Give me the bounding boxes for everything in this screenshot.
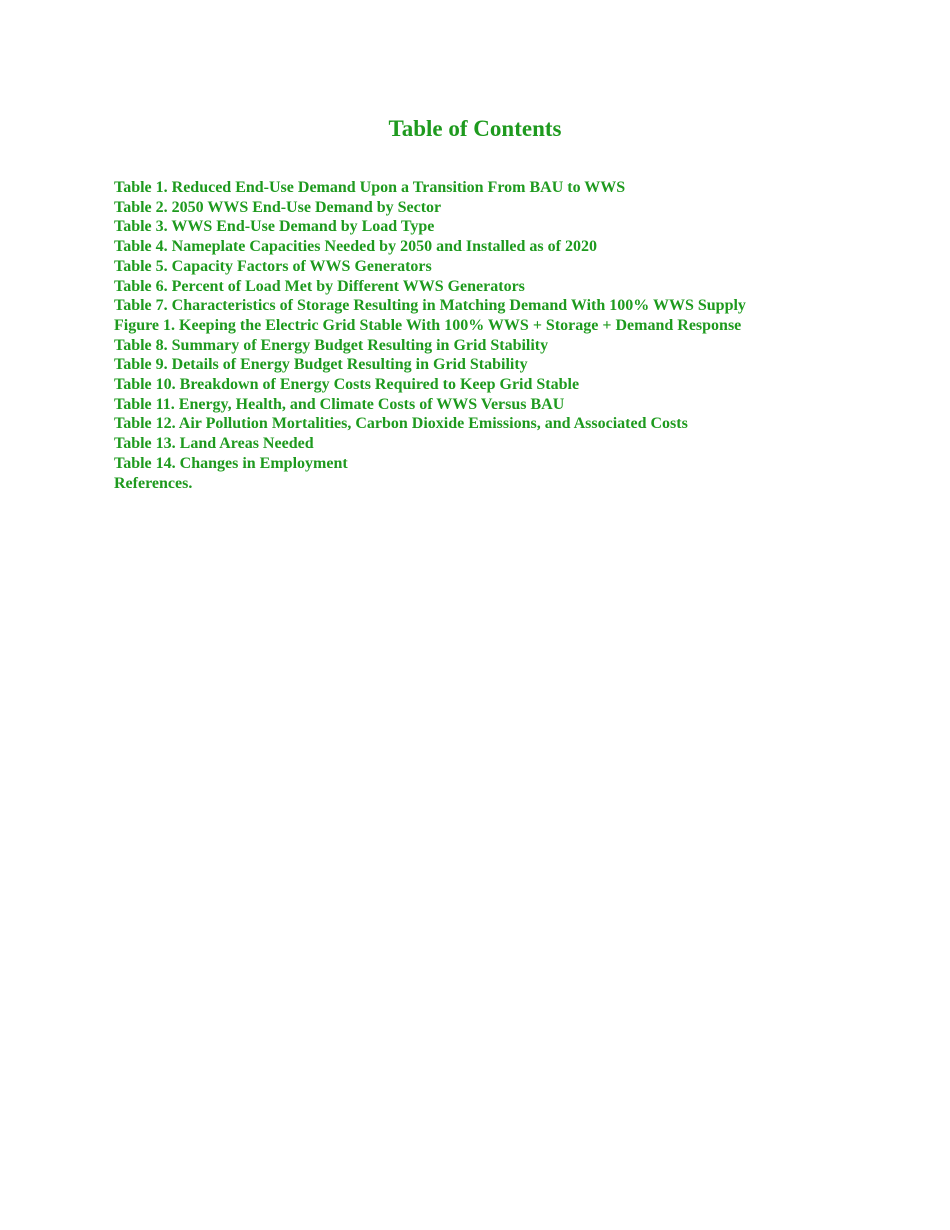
toc-entry-table-14[interactable]: Table 14. Changes in Employment bbox=[114, 454, 348, 472]
toc-entry-table-10[interactable]: Table 10. Breakdown of Energy Costs Required to Keep Grid Stable bbox=[114, 376, 580, 394]
toc-entry-table-11[interactable]: Table 11. Energy, Health, and Climate Costs of WWS Versus BAU bbox=[114, 395, 565, 413]
page-title: Table of Contents bbox=[388, 116, 562, 141]
toc-entry-table-5[interactable]: Table 5. Capacity Factors of WWS Generators bbox=[114, 257, 432, 275]
toc-entry-table-13[interactable]: Table 13. Land Areas Needed bbox=[114, 435, 314, 453]
toc-entry-figure-1[interactable]: Figure 1. Keeping the Electric Grid Stable With 100% WWS + Storage + Demand Response bbox=[114, 316, 742, 334]
toc-entry-table-9[interactable]: Table 9. Details of Energy Budget Resulting in Grid Stability bbox=[114, 356, 528, 374]
toc-list bbox=[114, 178, 746, 493]
toc-entry-references[interactable]: References. bbox=[114, 474, 193, 492]
toc-entry-table-7[interactable]: Table 7. Characteristics of Storage Resulting in Matching Demand With 100% WWS Supply bbox=[114, 297, 746, 315]
toc-entry-table-12[interactable]: Table 12. Air Pollution Mortalities, Carbon Dioxide Emissions, and Associated Costs bbox=[114, 415, 688, 433]
toc-entry-table-3[interactable]: Table 3. WWS End-Use Demand by Load Type bbox=[114, 218, 435, 236]
toc-entry-table-6[interactable]: Table 6. Percent of Load Met by Different WWS Generators bbox=[114, 277, 525, 295]
toc-entry-table-8[interactable]: Table 8. Summary of Energy Budget Resulting in Grid Stability bbox=[114, 336, 549, 354]
toc-entry-table-1[interactable]: Table 1. Reduced End-Use Demand Upon a Transition From BAU to WWS bbox=[114, 179, 626, 196]
toc-entry-table-4[interactable]: Table 4. Nameplate Capacities Needed by 2050 and Installed as of 2020 bbox=[114, 238, 597, 256]
toc-entry-table-2[interactable]: Table 2. 2050 WWS End-Use Demand by Sector bbox=[114, 198, 442, 216]
